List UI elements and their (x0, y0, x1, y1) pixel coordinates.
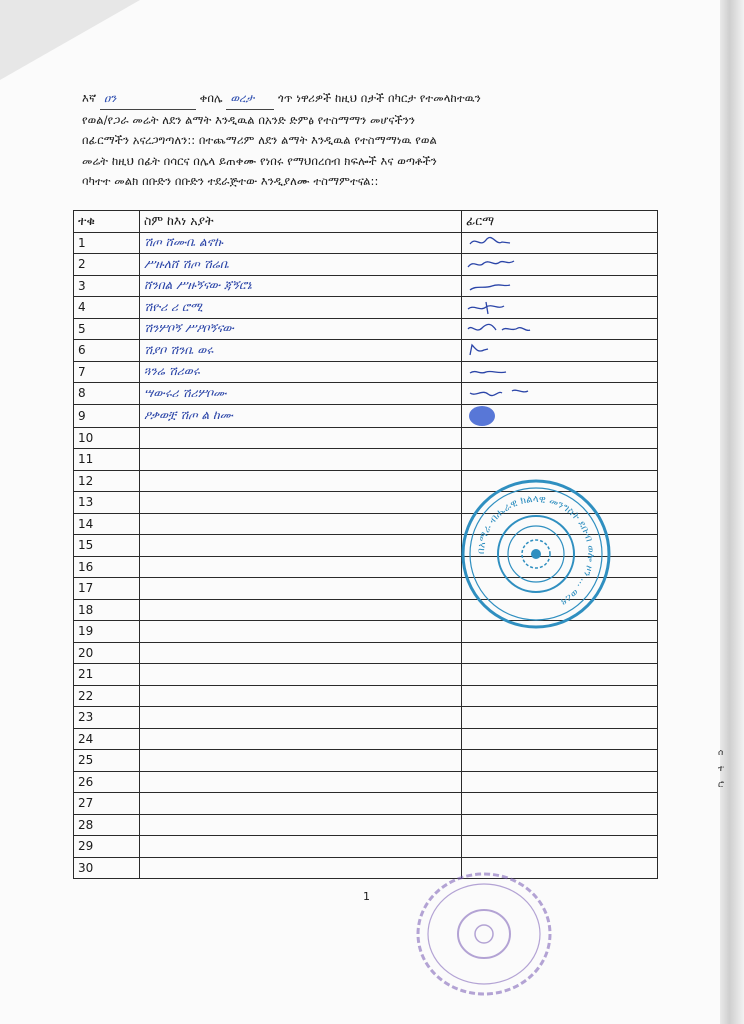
row-number: 11 (74, 449, 140, 471)
table-row (74, 857, 658, 879)
row-number: 30 (74, 857, 140, 879)
table-row (74, 685, 658, 707)
row-number: 8 (74, 383, 140, 405)
row-number: 4 (74, 297, 140, 319)
edge-marks (718, 745, 730, 793)
row-signature (462, 750, 658, 772)
row-signature (462, 340, 658, 362)
row-signature (462, 836, 658, 858)
row-signature (462, 728, 658, 750)
row-name: ሽንሦቦኝ ሥዖቦኝናው (140, 318, 462, 340)
signature-mark (466, 277, 546, 295)
row-name (140, 664, 462, 686)
row-name (140, 793, 462, 815)
declaration-line-2: የወል/የጋራ መሬት ለደን ልማት እንዲዉል በአንድ ድምፅ የተስማማን መሆናችንን (82, 112, 415, 127)
edge-mark: ሰ (718, 748, 724, 758)
header-number: ተቁ (74, 211, 140, 233)
table-row (74, 793, 658, 815)
row-number: 3 (74, 275, 140, 297)
row-name (140, 836, 462, 858)
row-name (140, 771, 462, 793)
row-signature (462, 793, 658, 815)
declaration-line-4: መሬት ከዚህ በፊት በሳርና በሌላ ይጠቀሙ የነበሩ የማህበረሰብ ክፍሎች እና ወጣቶችን (82, 153, 437, 168)
edge-mark: ተ (718, 764, 725, 774)
table-row (74, 707, 658, 729)
faded-stamp (412, 868, 554, 998)
row-number: 12 (74, 470, 140, 492)
official-stamp (460, 478, 612, 630)
header-signature: ፊርማ (462, 211, 658, 233)
table-row (74, 814, 658, 836)
table-row (74, 750, 658, 772)
row-signature (462, 297, 658, 319)
handwritten-kebele: ወረታ (226, 88, 274, 110)
table-row (74, 404, 658, 427)
row-signature (462, 427, 658, 449)
row-name: ሽያቦ ሽንቤ ወሩ (140, 340, 462, 362)
table-row (74, 254, 658, 276)
table-row (74, 664, 658, 686)
page-number: 1 (363, 890, 370, 903)
row-number: 1 (74, 232, 140, 254)
row-signature (462, 232, 658, 254)
scan-edge-shadow (720, 0, 744, 1024)
declaration-line-1-rest: ጎጥ ነዋሪዎች ከዚህ በታች በካርታ የተመላከተዉን (278, 91, 481, 105)
table-row (74, 232, 658, 254)
word-we: እኛ (82, 91, 97, 105)
row-number: 5 (74, 318, 140, 340)
signature-mark (466, 363, 546, 381)
table-row (74, 340, 658, 362)
row-name (140, 427, 462, 449)
row-name: ዖቃወቿ ሽጦ ል ከሙ (140, 404, 462, 427)
signature-mark (466, 341, 546, 359)
row-name: ሽዮሪ ሪ ሮሚ (140, 297, 462, 319)
row-signature (462, 449, 658, 471)
table-header-row (74, 211, 658, 233)
row-signature (462, 707, 658, 729)
row-number: 23 (74, 707, 140, 729)
row-number: 13 (74, 492, 140, 514)
row-number: 20 (74, 642, 140, 664)
row-number: 14 (74, 513, 140, 535)
row-name (140, 599, 462, 621)
table-row (74, 449, 658, 471)
row-name (140, 621, 462, 643)
row-signature (462, 404, 658, 427)
row-number: 16 (74, 556, 140, 578)
signature-mark (466, 384, 546, 402)
row-name (140, 728, 462, 750)
row-signature (462, 361, 658, 383)
row-number: 7 (74, 361, 140, 383)
row-name (140, 449, 462, 471)
row-number: 28 (74, 814, 140, 836)
row-name (140, 535, 462, 557)
declaration-line-3: በፊርማችን አናረጋግጣለን:: በተጨማሪም ለደን ልማት እንዲዉል የተስማማነዉ የወል (82, 133, 437, 147)
table-row (74, 728, 658, 750)
row-name: ሸንበል ሥዙኝናው ጃኝሮኔ (140, 275, 462, 297)
row-name (140, 814, 462, 836)
row-signature (462, 771, 658, 793)
row-signature (462, 254, 658, 276)
row-number: 19 (74, 621, 140, 643)
declaration-text (82, 88, 642, 192)
folded-corner (0, 0, 140, 80)
row-name (140, 642, 462, 664)
handwritten-village: ዐን (100, 88, 196, 110)
row-number: 27 (74, 793, 140, 815)
row-name (140, 556, 462, 578)
thumbprint-mark (466, 405, 506, 427)
row-number: 25 (74, 750, 140, 772)
row-signature (462, 383, 658, 405)
signature-mark (466, 234, 546, 252)
stamp-text: በአማራ ብሔራዊ ክልላዊ መንግስት ደቡብ ወሎ ዞን ... ወረዳ (475, 493, 597, 608)
table-row (74, 361, 658, 383)
row-name (140, 685, 462, 707)
declaration-line-1 (82, 88, 642, 110)
row-signature (462, 814, 658, 836)
row-name (140, 492, 462, 514)
row-name: ጓንሬ ሽሪወሩ (140, 361, 462, 383)
word-kebele: ቀበሌ (199, 91, 223, 105)
table-row (74, 297, 658, 319)
row-number: 6 (74, 340, 140, 362)
table-row (74, 318, 658, 340)
row-name: ሽጦ ሸሙቤ ልኖኩ (140, 232, 462, 254)
row-number: 9 (74, 404, 140, 427)
table-row (74, 642, 658, 664)
table-row (74, 427, 658, 449)
row-signature (462, 275, 658, 297)
row-number: 29 (74, 836, 140, 858)
row-name: ሣውሩሪ ሽሪሦቦሙ (140, 383, 462, 405)
row-number: 17 (74, 578, 140, 600)
table-row (74, 275, 658, 297)
row-signature (462, 664, 658, 686)
row-name (140, 750, 462, 772)
signature-mark (466, 320, 546, 338)
signature-mark (466, 255, 546, 273)
row-number: 18 (74, 599, 140, 621)
table-row (74, 771, 658, 793)
row-signature (462, 685, 658, 707)
row-number: 15 (74, 535, 140, 557)
row-number: 26 (74, 771, 140, 793)
row-number: 10 (74, 427, 140, 449)
row-signature (462, 642, 658, 664)
row-name (140, 707, 462, 729)
signature-mark (466, 298, 546, 316)
row-number: 22 (74, 685, 140, 707)
row-number: 24 (74, 728, 140, 750)
row-number: 2 (74, 254, 140, 276)
table-row (74, 836, 658, 858)
header-name: ስም ከእነ አያት (140, 211, 462, 233)
row-name (140, 470, 462, 492)
row-signature (462, 318, 658, 340)
row-name (140, 513, 462, 535)
row-name (140, 578, 462, 600)
row-number: 21 (74, 664, 140, 686)
declaration-line-5: ባካተተ መልክ በቡድን በቡድን ተደራጅተው እንዲያለሙ ተስማምተናል:: (82, 174, 379, 188)
row-name: ሥዙለሸ ሽጦ ሽሬቤ (140, 254, 462, 276)
edge-mark: ሮ (718, 780, 724, 790)
table-row (74, 383, 658, 405)
